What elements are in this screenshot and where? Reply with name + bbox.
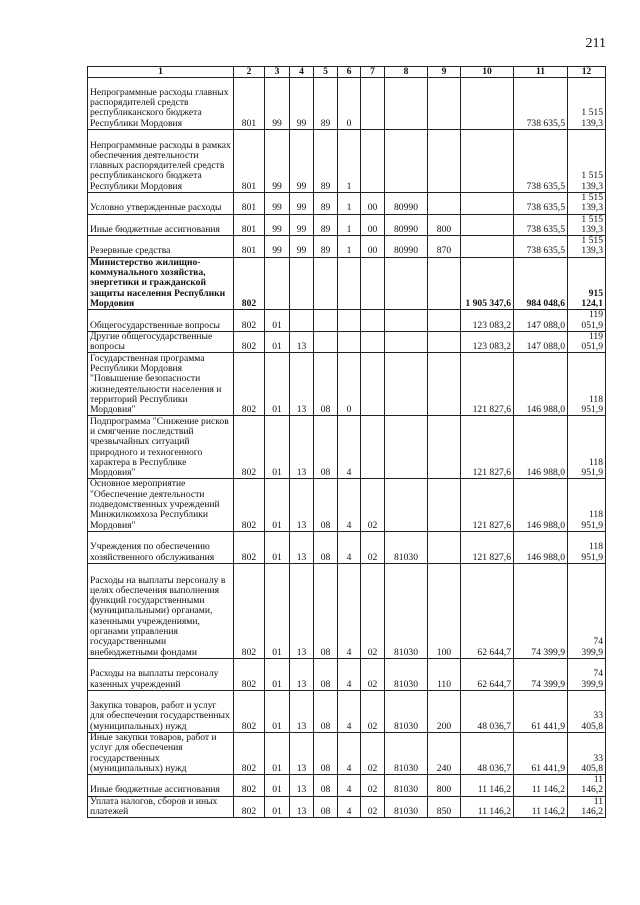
amount-year-2: 738 635,5 [514,236,568,258]
measure-code: 02 [361,479,385,531]
section-code: 01 [265,531,290,563]
section-code: 01 [265,416,290,479]
subsection-code: 13 [290,531,314,563]
amount-year-1 [461,193,514,215]
direction-code: 81030 [385,732,428,774]
amount-year-2: 11 146,2 [514,775,568,797]
direction-code: 80990 [385,193,428,215]
amount-year-1: 1 905 347,6 [461,257,514,309]
table-row [88,331,606,353]
column-header: 6 [338,67,361,78]
direction-code: 81030 [385,775,428,797]
measure-code: 02 [361,563,385,658]
program-code: 89 [314,193,338,215]
amount-year-1 [461,130,514,193]
table-row [88,257,606,309]
measure-code: 00 [361,236,385,258]
subsection-code: 13 [290,732,314,774]
table-row [88,353,606,416]
table-row [88,658,606,690]
expense-type [428,331,461,353]
table-row [88,531,606,563]
amount-year-3: 74 399,9 [568,563,606,658]
subprogram-code: 1 [338,130,361,193]
subprogram-code: 4 [338,796,361,818]
amount-year-2: 61 441,9 [514,732,568,774]
subsection-code: 99 [290,78,314,130]
subprogram-code [338,257,361,309]
expense-type: 200 [428,690,461,732]
amount-year-3: 11 146,2 [568,796,606,818]
table-row [88,796,606,818]
measure-code: 02 [361,658,385,690]
program-code [314,257,338,309]
section-code: 01 [265,353,290,416]
row-name: Уплата налогов, сборов и иных платежей [88,796,234,818]
amount-year-2: 984 048,6 [514,257,568,309]
program-code [314,310,338,332]
budget-code: 802 [234,331,265,353]
table-row [88,732,606,774]
budget-code: 802 [234,775,265,797]
subprogram-code [338,310,361,332]
budget-code: 802 [234,257,265,309]
direction-code: 81030 [385,690,428,732]
measure-code: 02 [361,531,385,563]
section-code: 01 [265,331,290,353]
subprogram-code: 4 [338,658,361,690]
program-code: 89 [314,214,338,236]
table-row [88,193,606,215]
table-body [88,78,606,818]
measure-code [361,310,385,332]
expense-type [428,310,461,332]
column-header: 10 [461,67,514,78]
program-code: 08 [314,690,338,732]
amount-year-1: 11 146,2 [461,796,514,818]
amount-year-1: 121 827,6 [461,416,514,479]
section-code: 99 [265,214,290,236]
direction-code [385,331,428,353]
amount-year-2: 738 635,5 [514,193,568,215]
budget-code: 801 [234,78,265,130]
row-name: Расходы на выплаты персоналу казенных учреждений [88,658,234,690]
budget-table [87,66,606,818]
measure-code [361,130,385,193]
row-name: Расходы на выплаты персоналу в целях обеспечения выполнения функций государственными (муниципальными) органами, казенными учреждениями, органами управления государственными внебюджетными фондами [88,563,234,658]
expense-type [428,479,461,531]
expense-type: 800 [428,775,461,797]
amount-year-1: 123 083,2 [461,331,514,353]
table-header-row [88,67,606,78]
amount-year-3: 33 405,8 [568,690,606,732]
table-row [88,214,606,236]
amount-year-3: 118 951,9 [568,479,606,531]
direction-code [385,479,428,531]
expense-type [428,531,461,563]
row-name: Иные закупки товаров, работ и услуг для обеспечения государственных (муниципальных) нужд [88,732,234,774]
direction-code: 81030 [385,796,428,818]
section-code: 01 [265,690,290,732]
table-row [88,775,606,797]
expense-type: 870 [428,236,461,258]
direction-code: 81030 [385,563,428,658]
amount-year-3: 119 051,9 [568,331,606,353]
subprogram-code: 1 [338,236,361,258]
direction-code: 81030 [385,658,428,690]
amount-year-3: 1 515 139,3 [568,193,606,215]
amount-year-1: 121 827,6 [461,353,514,416]
program-code: 08 [314,353,338,416]
amount-year-2: 11 146,2 [514,796,568,818]
row-name: Государственная программа Республики Мордовия "Повышение безопасности жизнедеятельности населения и территорий Республики Мордовия" [88,353,234,416]
amount-year-2: 74 399,9 [514,563,568,658]
row-name: Непрограммные расходы в рамках обеспечения деятельности главных распорядителей средств республиканского бюджета Республики Мордовия [88,130,234,193]
expense-type [428,193,461,215]
section-code: 01 [265,775,290,797]
budget-code: 801 [234,130,265,193]
subsection-code [290,257,314,309]
row-name: Подпрограмма "Снижение рисков и смягчение последствий чрезвычайных ситуаций природного и техногенного характера в Республике Мордовия" [88,416,234,479]
column-header: 12 [568,67,606,78]
program-code: 89 [314,78,338,130]
amount-year-2: 146 988,0 [514,479,568,531]
amount-year-1: 48 036,7 [461,732,514,774]
budget-code: 802 [234,796,265,818]
program-code: 08 [314,563,338,658]
budget-code: 802 [234,732,265,774]
amount-year-3: 1 515 139,3 [568,214,606,236]
direction-code: 81030 [385,531,428,563]
amount-year-1: 121 827,6 [461,479,514,531]
table-row [88,416,606,479]
amount-year-1 [461,214,514,236]
amount-year-3: 915 124,1 [568,257,606,309]
column-header: 3 [265,67,290,78]
amount-year-3: 1 515 139,3 [568,236,606,258]
table-row [88,130,606,193]
row-name: Иные бюджетные ассигнования [88,775,234,797]
row-name: Иные бюджетные ассигнования [88,214,234,236]
measure-code [361,353,385,416]
program-code: 08 [314,658,338,690]
amount-year-2: 738 635,5 [514,130,568,193]
direction-code [385,310,428,332]
expense-type: 110 [428,658,461,690]
expense-type: 850 [428,796,461,818]
amount-year-2: 147 088,0 [514,331,568,353]
budget-code: 802 [234,563,265,658]
section-code: 99 [265,236,290,258]
direction-code [385,78,428,130]
amount-year-3: 11 146,2 [568,775,606,797]
amount-year-1: 11 146,2 [461,775,514,797]
subsection-code: 13 [290,331,314,353]
subsection-code: 13 [290,563,314,658]
section-code: 01 [265,732,290,774]
amount-year-3: 33 405,8 [568,732,606,774]
amount-year-2: 146 988,0 [514,531,568,563]
program-code [314,331,338,353]
expense-type [428,257,461,309]
table-row [88,78,606,130]
row-name: Основное мероприятие "Обеспечение деятельности подведомственных учреждений Минжилкомхоза Республики Мордовия" [88,479,234,531]
amount-year-2: 147 088,0 [514,310,568,332]
budget-code: 802 [234,479,265,531]
amount-year-1: 62 644,7 [461,563,514,658]
direction-code [385,353,428,416]
direction-code [385,257,428,309]
measure-code [361,416,385,479]
column-header: 2 [234,67,265,78]
subsection-code [290,310,314,332]
subsection-code: 99 [290,236,314,258]
expense-type: 800 [428,214,461,236]
row-name: Условно утвержденные расходы [88,193,234,215]
column-header: 4 [290,67,314,78]
budget-code: 802 [234,690,265,732]
column-header: 9 [428,67,461,78]
column-header: 7 [361,67,385,78]
row-name: Министерство жилищно-коммунального хозяйства, энергетики и гражданской защиты населения Республики Мордовия [88,257,234,309]
subprogram-code: 0 [338,353,361,416]
subprogram-code: 4 [338,416,361,479]
expense-type [428,353,461,416]
amount-year-1: 123 083,2 [461,310,514,332]
table-row [88,563,606,658]
subsection-code: 13 [290,353,314,416]
program-code: 08 [314,479,338,531]
direction-code: 80990 [385,236,428,258]
program-code: 89 [314,130,338,193]
subprogram-code: 4 [338,531,361,563]
program-code: 08 [314,531,338,563]
measure-code [361,257,385,309]
expense-type [428,130,461,193]
amount-year-2: 738 635,5 [514,214,568,236]
subsection-code: 99 [290,214,314,236]
amount-year-2: 146 988,0 [514,353,568,416]
subprogram-code: 4 [338,563,361,658]
section-code: 99 [265,193,290,215]
amount-year-3: 1 515 139,3 [568,78,606,130]
direction-code [385,130,428,193]
budget-code: 802 [234,310,265,332]
section-code: 01 [265,658,290,690]
row-name: Учреждения по обеспечению хозяйственного обслуживания [88,531,234,563]
subsection-code: 13 [290,775,314,797]
measure-code [361,331,385,353]
measure-code [361,78,385,130]
subprogram-code: 4 [338,479,361,531]
program-code: 08 [314,775,338,797]
expense-type [428,78,461,130]
row-name: Другие общегосударственные вопросы [88,331,234,353]
table-row [88,310,606,332]
amount-year-3: 118 951,9 [568,353,606,416]
subprogram-code [338,331,361,353]
subprogram-code: 4 [338,690,361,732]
row-name: Непрограммные расходы главных распорядителей средств республиканского бюджета Республики Мордовия [88,78,234,130]
measure-code: 00 [361,214,385,236]
section-code: 01 [265,479,290,531]
subsection-code: 99 [290,130,314,193]
program-code: 08 [314,732,338,774]
measure-code: 02 [361,775,385,797]
section-code: 99 [265,78,290,130]
subsection-code: 13 [290,416,314,479]
amount-year-3: 119 051,9 [568,310,606,332]
amount-year-2: 74 399,9 [514,658,568,690]
section-code: 01 [265,310,290,332]
budget-code: 801 [234,236,265,258]
row-name: Резервные средства [88,236,234,258]
subsection-code: 13 [290,479,314,531]
program-code: 08 [314,796,338,818]
program-code: 89 [314,236,338,258]
column-header: 11 [514,67,568,78]
budget-code: 801 [234,214,265,236]
budget-code: 801 [234,193,265,215]
subprogram-code: 1 [338,214,361,236]
amount-year-1: 121 827,6 [461,531,514,563]
amount-year-2: 738 635,5 [514,78,568,130]
budget-code: 802 [234,658,265,690]
amount-year-3: 118 951,9 [568,531,606,563]
expense-type: 100 [428,563,461,658]
direction-code: 80990 [385,214,428,236]
amount-year-3: 118 951,9 [568,416,606,479]
subsection-code: 13 [290,796,314,818]
subsection-code: 13 [290,658,314,690]
program-code: 08 [314,416,338,479]
table-row [88,690,606,732]
amount-year-1 [461,236,514,258]
column-header: 8 [385,67,428,78]
subprogram-code: 0 [338,78,361,130]
row-name: Общегосударственные вопросы [88,310,234,332]
row-name: Закупка товаров, работ и услуг для обеспечения государственных (муниципальных) нужд [88,690,234,732]
subprogram-code: 4 [338,732,361,774]
amount-year-3: 1 515 139,3 [568,130,606,193]
table-row [88,236,606,258]
measure-code: 02 [361,732,385,774]
section-code: 01 [265,796,290,818]
measure-code: 02 [361,796,385,818]
section-code: 01 [265,563,290,658]
subsection-code: 99 [290,193,314,215]
amount-year-1 [461,78,514,130]
subprogram-code: 1 [338,193,361,215]
table-row [88,479,606,531]
expense-type [428,416,461,479]
budget-code: 802 [234,353,265,416]
page-number: 211 [585,36,606,51]
section-code [265,257,290,309]
amount-year-1: 48 036,7 [461,690,514,732]
budget-code: 802 [234,531,265,563]
section-code: 99 [265,130,290,193]
expense-type: 240 [428,732,461,774]
amount-year-2: 61 441,9 [514,690,568,732]
column-header: 5 [314,67,338,78]
amount-year-3: 74 399,9 [568,658,606,690]
measure-code: 02 [361,690,385,732]
column-header: 1 [88,67,234,78]
subprogram-code: 4 [338,775,361,797]
direction-code [385,416,428,479]
measure-code: 00 [361,193,385,215]
amount-year-1: 62 644,7 [461,658,514,690]
budget-code: 802 [234,416,265,479]
amount-year-2: 146 988,0 [514,416,568,479]
subsection-code: 13 [290,690,314,732]
